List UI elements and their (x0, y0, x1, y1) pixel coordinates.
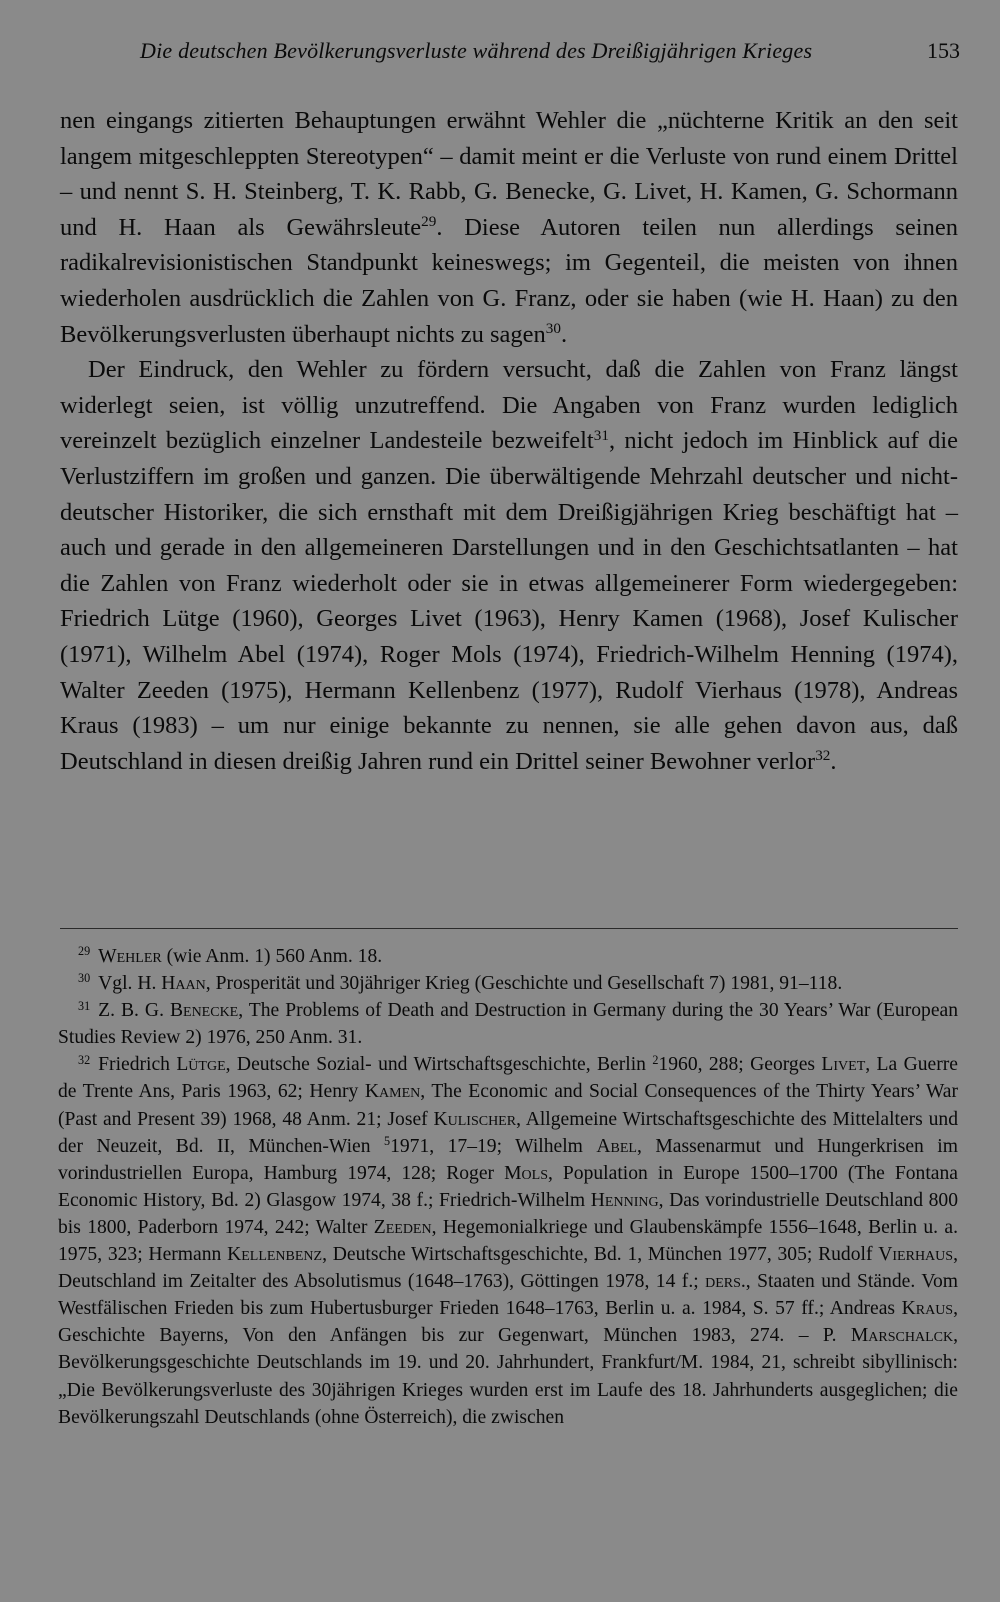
paragraph-1-text-a: nen eingangs zitierten Behauptungen erwähnt Wehler die „nüchterne Kritik an den seit langem mitgeschleppten Stereotypen“ – damit meint er die Verluste von rund einem Drittel – und nennt S. H. Steinberg, T. K. Rabb, G. Benecke, G. Livet, H. Kamen, G. Schormann und H. Haan als Gewährsleute (60, 107, 958, 241)
footnote-text: , Deutschland im Zeitalter des Absolutismus (1648–1763), Göttingen 1978, 14 f.; (58, 1244, 958, 1293)
paragraph-2-text-c: . (830, 747, 837, 775)
footnote-text: , Staaten und Stände. Vom Westfälischen Frieden bis zum Hubertusburger Frieden 1648–1763, Berlin u. a. 1984, S. 57 ff.; Andreas (58, 1271, 958, 1320)
footnote-text: , Population in Europe 1500–1700 (The Fontana Economic History, Bd. 2) Glasgow 1974, 38 f.; Friedrich-Wilhelm (58, 1162, 958, 1211)
footnote-prefix: Z. B. G. (98, 1000, 170, 1022)
footnote-ref-29: 29 (421, 213, 437, 231)
main-text (60, 103, 958, 779)
footnote-ref-30: 30 (545, 320, 561, 338)
footnote-text: , Deutsche Wirtschaftsgeschichte, Bd. 1, München 1977, 305; Rudolf (322, 1244, 879, 1266)
footnote-text: , Hegemonialkriege und Glaubenskämpfe 1556–1648, Berlin u. a. 1975, 323; Hermann (58, 1216, 958, 1266)
footnote-author: Abel (596, 1135, 637, 1157)
footnote-30 (58, 970, 958, 997)
paragraph-2-text-a: Der Eindruck, den Wehler zu fördern versucht, daß die Zahlen von Franz längst widerlegt seien, ist völlig unzutreffend. Die Angaben von Franz wurden lediglich vereinzelt bezüglich einzelner Landesteile bezweifelt (60, 356, 958, 455)
footnote-32 (58, 1051, 958, 1430)
footnote-31 (58, 997, 958, 1051)
footnote-text: , Allgemeine Wirtschaftsgeschichte des Mittelalters und der Neuzeit, Bd. II, München-Wien (58, 1108, 958, 1157)
paragraph-2 (60, 352, 958, 779)
footnote-author: Livet (821, 1054, 866, 1076)
footnote-author: ders. (705, 1271, 746, 1293)
footnote-author: Wehler (98, 946, 162, 967)
footnote-author: Kellenbenz (227, 1244, 323, 1266)
paragraph-1-text-b: . Diese Autoren teilen nun allerdings seinen radikalrevisionistischen Standpunkt keineswegs; im Gegenteil, die meisten von ihnen wiederholen ausdrücklich die Zahlen von G. Franz, oder sie haben (wie H. Haan) zu den Bevölkerungsverlusten überhaupt nichts zu sagen (60, 213, 958, 348)
footnote-number: 31 (78, 998, 91, 1013)
paragraph-1-text-c: . (560, 320, 568, 348)
footnote-author: Marschalck (850, 1325, 954, 1347)
edition-number: 5 (384, 1133, 391, 1148)
footnote-text: , Das vorindustrielle Deutschland 800 bis 1800, Paderborn 1974, 242; Walter (58, 1189, 958, 1238)
footnote-author: Vierhaus (878, 1244, 954, 1266)
footnote-text: 1971, 17–19; Wilhelm (390, 1135, 597, 1157)
running-title: Die deutschen Bevölkerungsverluste während des Dreißigjährigen Krieges (140, 38, 813, 63)
footnote-text: , The Economic and Social Consequences of the Thirty Years’ War (Past and Present 39) 1968, 48 Anm. 21; Josef (58, 1081, 958, 1130)
paragraph-2-text-b: , nicht jedoch im Hinblick auf die Verlustziffern im großen und ganzen. Die überwältigende Mehrzahl deutscher und nicht-deutscher Historiker, die sich ernsthaft mit dem Dreißigjährigen Krieg beschäftigt hat – auch und gerade in den allgemeineren Darstellungen und in den Geschichtsatlanten – hat die Zahlen von Franz wiederholt oder sie in etwas allgemeinerer Form wiedergegeben: Friedrich Lütge (1960), Georges Livet (1963), Henry Kamen (1968), Josef Kulischer (1971), Wilhelm Abel (1974), Roger Mols (1974), Friedrich-Wilhelm Henning (1974), Walter Zeeden (1975), Hermann Kellenbenz (1977), Rudolf Vierhaus (1978), Andreas Kraus (1983) – um nur einige bekannte zu nennen, sie alle gehen davon aus, daß Deutschland in diesen dreißig Jahren rund ein Drittel seiner Bewohner verlor (60, 427, 958, 775)
footnote-ref-32: 32 (815, 747, 831, 765)
footnote-author: Kamen (364, 1081, 421, 1103)
footnote-text: , Massenarmut und Hungerkrisen im vorindustriellen Europa, Hamburg 1974, 128; Roger (58, 1135, 958, 1184)
footnote-text: Friedrich (98, 1054, 177, 1076)
running-header (140, 38, 960, 72)
footnote-author: Lütge (176, 1054, 226, 1076)
footnote-number: 29 (78, 944, 91, 959)
page-number: 153 (927, 38, 960, 63)
edition-number: 2 (652, 1052, 659, 1067)
footnote-number: 32 (78, 1052, 91, 1067)
footnote-number: 30 (78, 971, 91, 986)
footnote-author: Benecke (169, 1000, 239, 1022)
footnote-text: , Deutsche Sozial- und Wirtschaftsgeschichte, Berlin (225, 1054, 653, 1076)
footnote-author: Haan (161, 973, 206, 995)
footnote-divider (60, 928, 958, 929)
footnote-author: Zeeden (373, 1216, 432, 1238)
footnote-text: , Bevölkerungsgeschichte Deutschlands im 19. und 20. Jahrhundert, Frankfurt/M. 1984, 21, schreibt sibyllinisch: „Die Bevölkerungsverluste des 30jährigen Krieges wurden erst im Laufe des 18. Jahrhunderts ausgeglichen; die Bevölkerungszahl Deutschlands (ohne Österreich), die zwischen (58, 1325, 958, 1428)
footnotes (58, 943, 958, 1431)
footnote-text: , The Problems of Death and Destruction in Germany during the 30 Years’ War (European Studies Review 2) 1976, 250 Anm. 31. (58, 1000, 959, 1049)
footnote-author: Mols (504, 1162, 548, 1184)
paragraph-1 (60, 103, 958, 352)
footnote-author: Kulischer (433, 1108, 517, 1130)
footnote-ref-31: 31 (593, 427, 609, 444)
footnote-text: 1960, 288; Georges (658, 1054, 822, 1076)
footnote-author: Henning (590, 1189, 659, 1211)
footnote-prefix: Vgl. H. (98, 973, 162, 995)
footnote-29 (58, 943, 958, 970)
footnote-text: , Geschichte Bayerns, Von den Anfängen bis zur Gegenwart, München 1983, 274. – P. (58, 1298, 958, 1347)
footnote-author: Kraus (901, 1298, 954, 1320)
footnote-text: , Prosperität und 30jähriger Krieg (Geschichte und Gesellschaft 7) 1981, 91–118. (205, 973, 843, 995)
footnote-text: , La Guerre de Trente Ans, Paris 1963, 62; Henry (58, 1054, 958, 1103)
footnote-text: (wie Anm. 1) 560 Anm. 18. (161, 946, 383, 967)
